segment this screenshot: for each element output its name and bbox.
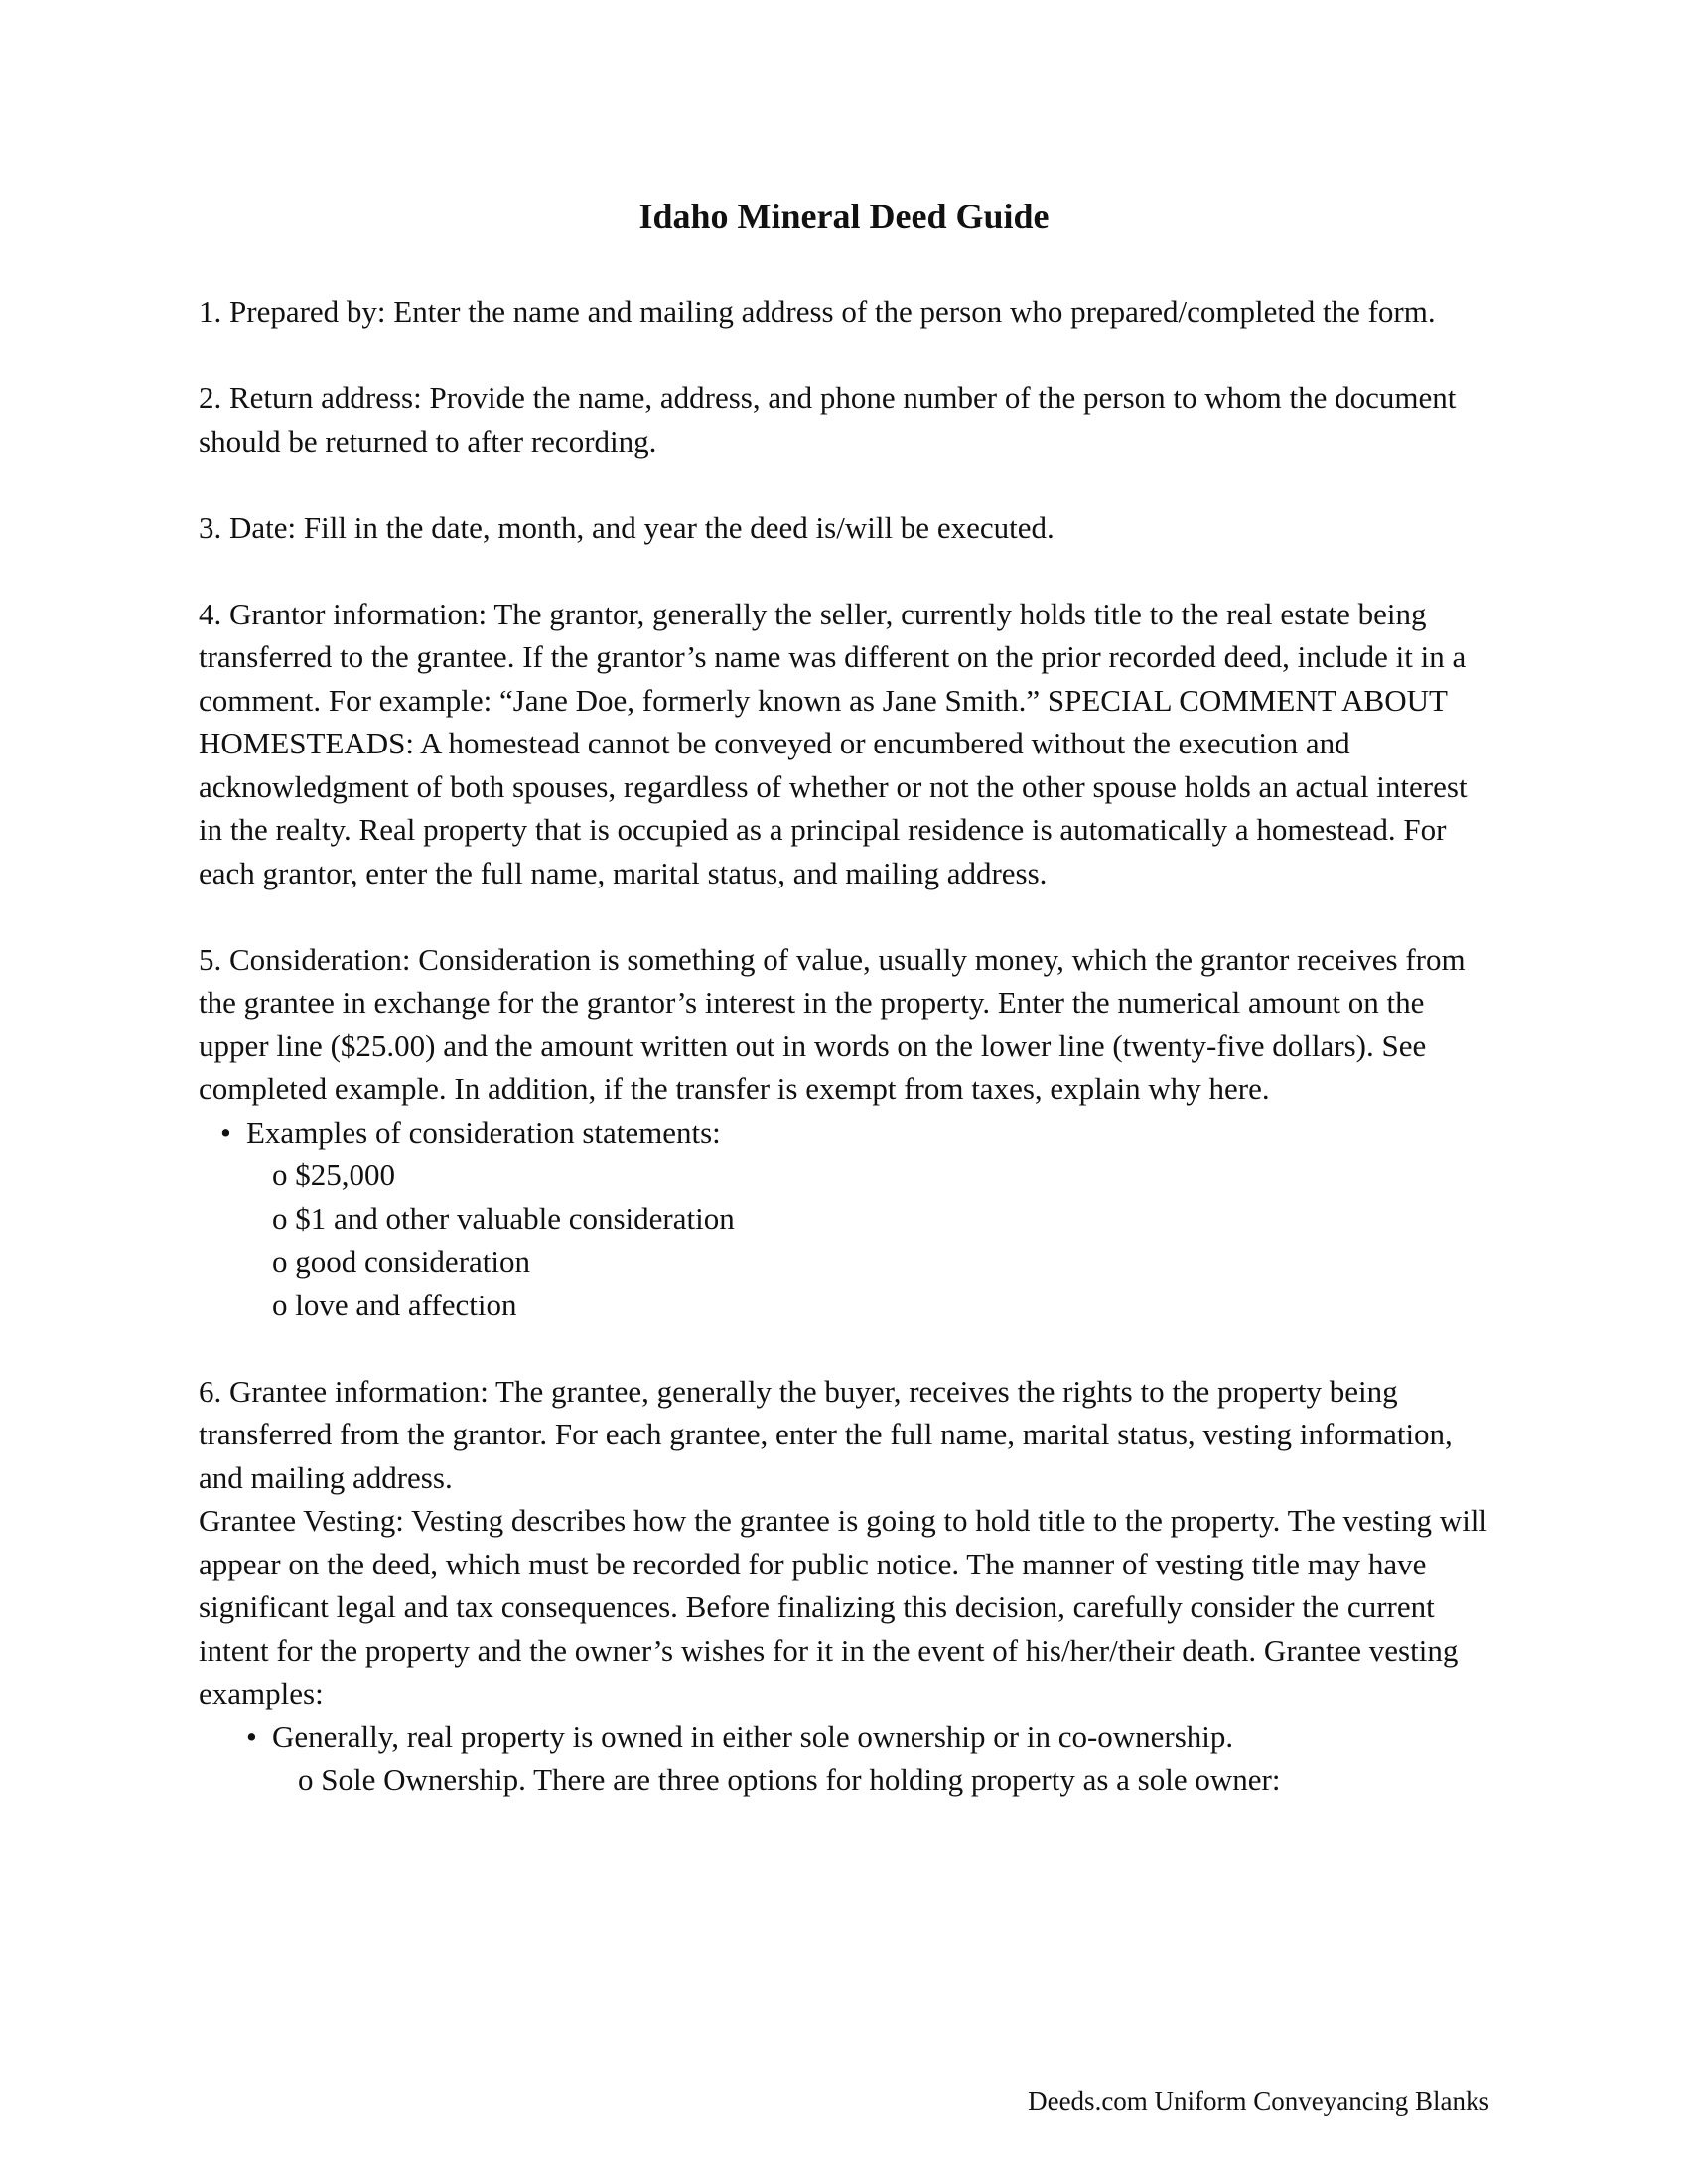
vesting-bullet-text: Generally, real property is owned in either sole ownership or in co-ownership.: [272, 1718, 1234, 1754]
vesting-bullet: [199, 1715, 1489, 1759]
section-date: 3. Date: Fill in the date, month, and year the deed is/will be executed.: [199, 509, 1055, 545]
page-footer: Deeds.com Uniform Conveyancing Blanks: [1028, 2086, 1489, 2116]
section-grantee-vesting: Grantee Vesting: Vesting describes how the grantee is going to hold title to the property. The vesting will appear on the deed, which must be recorded for public notice. The manner of vesting title may have significant legal and tax consequences. Before finalizing this decision, carefully consider the current intent for the property and the owner’s wishes for it in the event of his/her/their death. Grantee vesting examples:: [199, 1503, 1488, 1710]
consideration-example-item: o good consideration: [272, 1244, 531, 1279]
sole-ownership-item: o Sole Ownership. There are three options for holding property as a sole owner:: [298, 1762, 1281, 1797]
consideration-example-item: o $25,000: [272, 1158, 395, 1192]
section-grantor-information: 4. Grantor information: The grantor, generally the seller, currently holds title to the real estate being transferred to the grantee. If the grantor’s name was different on the prior recorded deed, include it in a comment. For example: “Jane Doe, formerly known as Jane Smith.” SPECIAL COMMENT ABOUT HOMESTEADS: A homestead cannot be conveyed or encumbered without the execution and acknowledgment of both spouses, regardless of whether or not the other spouse holds an actual interest in the realty. Real property that is occupied as a principal residence is automatically a homestead. For each grantor, enter the full name, marital status, and mailing address.: [199, 596, 1468, 890]
section-return-address: 2. Return address: Provide the name, address, and phone number of the person to whom the document should be returned to after recording.: [199, 380, 1457, 459]
section-grantee-information: 6. Grantee information: The grantee, generally the buyer, receives the rights to the property being transferred from the grantor. For each grantee, enter the full name, marital status, vesting information, and mailing address.: [199, 1373, 1453, 1495]
consideration-example-item: o $1 and other valuable consideration: [272, 1200, 735, 1236]
bullet-icon: •: [220, 1114, 231, 1150]
consideration-bullet: [199, 1111, 1489, 1155]
consideration-examples-list: [199, 1154, 1489, 1326]
section-consideration: 5. Consideration: Consideration is something of value, usually money, which the grantor receives from the grantee in exchange for the grantor’s interest in the property. Enter the numerical amount on the upper line ($25.00) and the amount written out in words on the lower line (twenty-five dollars). See completed example. In addition, if the transfer is exempt from taxes, explain why here.: [199, 941, 1466, 1106]
document-title: Idaho Mineral Deed Guide: [638, 197, 1050, 236]
consideration-bullet-text: Examples of consideration statements:: [246, 1114, 721, 1150]
bullet-icon: •: [246, 1718, 257, 1754]
consideration-example-item: o love and affection: [272, 1287, 517, 1322]
document-body: [199, 290, 1489, 1802]
section-prepared-by: 1. Prepared by: Enter the name and mailing address of the person who prepared/completed the form.: [199, 294, 1436, 329]
